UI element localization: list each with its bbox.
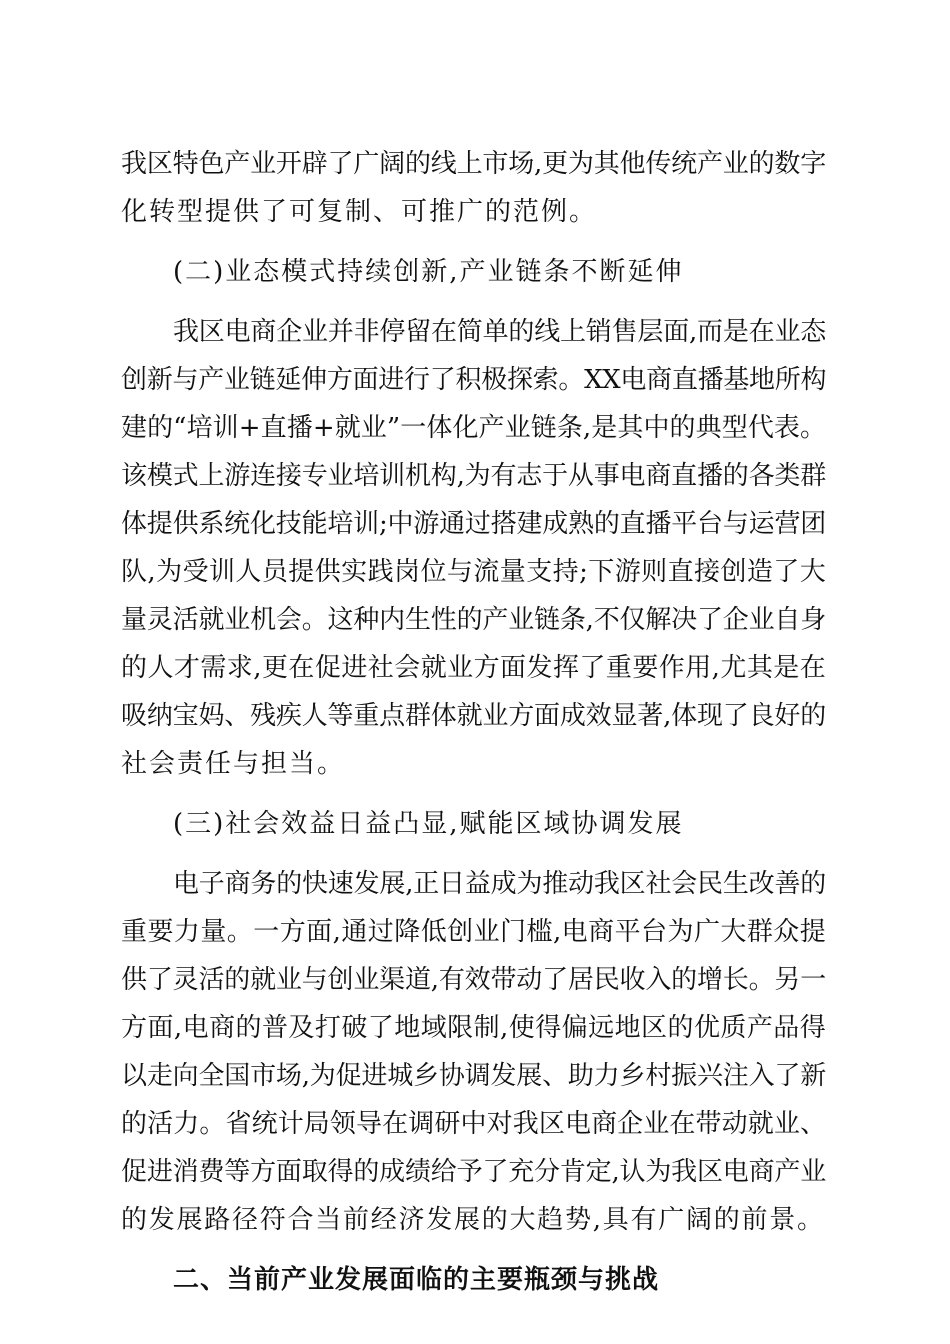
text-line: 化转型提供了可复制、可推广的范例。 xyxy=(121,197,598,227)
text-line: 促进消费等方面取得的成绩给予了充分肯定,认为我区电商产业 xyxy=(121,1157,826,1187)
paragraph-business-model xyxy=(121,308,826,788)
text-line: 的人才需求,更在促进社会就业方面发挥了重要作用,尤其是在 xyxy=(121,653,826,683)
paragraph-continuation xyxy=(121,140,826,236)
text-line: 我区特色产业开辟了广阔的线上市场,更为其他传统产业的数字 xyxy=(121,149,826,179)
section-heading-2: 二、当前产业发展面临的主要瓶颈与挑战 xyxy=(173,1265,660,1295)
section-subheading-3: (三)社会效益日益凸显,赋能区域协调发展 xyxy=(173,809,684,839)
text-line: 的发展路径符合当前经济发展的大趋势,具有广阔的前景。 xyxy=(121,1205,825,1235)
text-line: 该模式上游连接专业培训机构,为有志于从事电商直播的各类群 xyxy=(121,461,826,491)
text-line: 社会责任与担当。 xyxy=(121,749,346,779)
text-line: 创新与产业链延伸方面进行了积极探索。XX电商直播基地所构 xyxy=(121,365,826,395)
document-body xyxy=(121,140,826,1310)
text-line: 量灵活就业机会。这种内生性的产业链条,不仅解决了企业自身 xyxy=(121,605,826,635)
paragraph-social-benefit xyxy=(121,860,826,1244)
text-line: 的活力。省统计局领导在调研中对我区电商企业在带动就业、 xyxy=(121,1109,826,1139)
text-line: 吸纳宝妈、残疾人等重点群体就业方面成效显著,体现了良好的 xyxy=(121,701,826,731)
text-line: 队,为受训人员提供实践岗位与流量支持;下游则直接创造了大 xyxy=(121,557,826,587)
text-line: 电子商务的快速发展,正日益成为推动我区社会民生改善的 xyxy=(173,869,826,899)
text-line: 以走向全国市场,为促进城乡协调发展、助力乡村振兴注入了新 xyxy=(121,1061,826,1091)
text-line: 体提供系统化技能培训;中游通过搭建成熟的直播平台与运营团 xyxy=(121,509,826,539)
text-line: 重要力量。一方面,通过降低创业门槛,电商平台为广大群众提 xyxy=(121,917,826,947)
text-line: 建的“培训+直播+就业”一体化产业链条,是其中的典型代表。 xyxy=(121,413,826,443)
text-line: 供了灵活的就业与创业渠道,有效带动了居民收入的增长。另一 xyxy=(121,965,826,995)
section-subheading-2: (二)业态模式持续创新,产业链条不断延伸 xyxy=(173,257,684,287)
text-line: 方面,电商的普及打破了地域限制,使得偏远地区的优质产品得 xyxy=(121,1013,826,1043)
text-line: 我区电商企业并非停留在简单的线上销售层面,而是在业态 xyxy=(173,317,826,347)
